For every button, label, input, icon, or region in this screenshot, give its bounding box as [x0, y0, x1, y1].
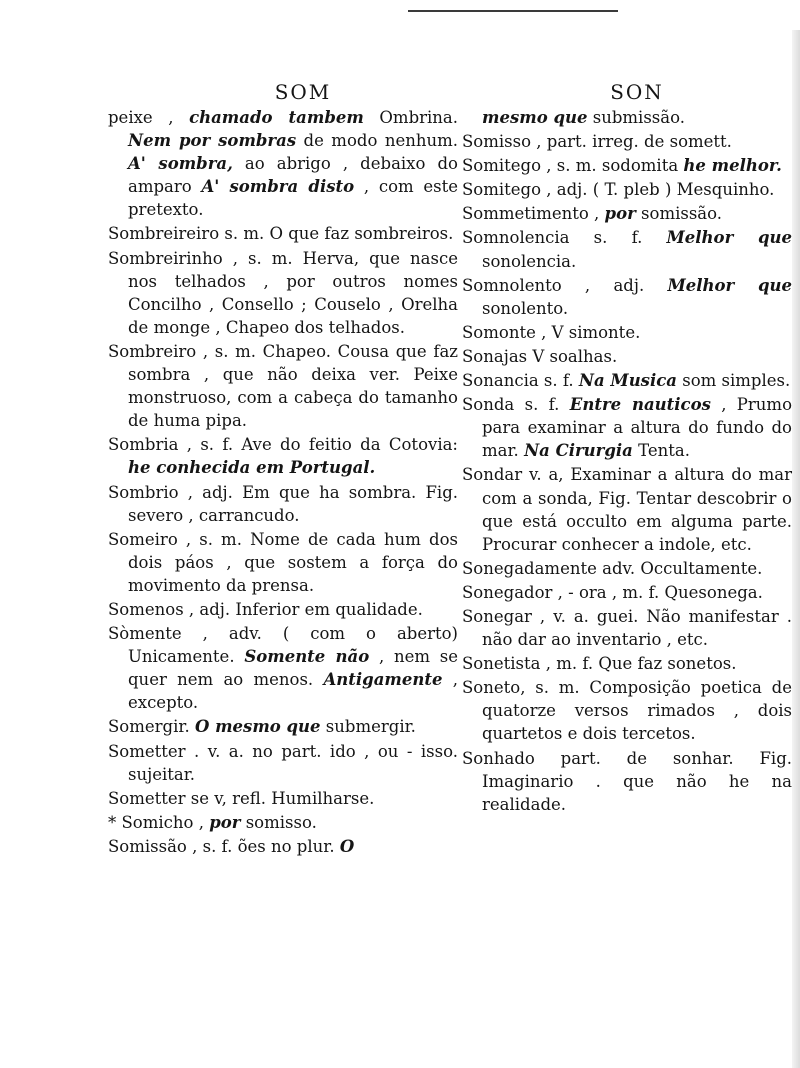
entry-text: Somisso , part. irreg. de somett. [462, 132, 732, 152]
dictionary-entry [108, 811, 458, 834]
entry-text: * Somicho , [108, 812, 210, 832]
entry-text: , nem se quer nem ao menos. [128, 647, 458, 690]
left-entries [108, 106, 458, 858]
entry-text: Sonhado part. de sonhar. Fig. Imaginario . que não he na realidade. [462, 748, 792, 814]
entry-text: sonolento. [482, 298, 569, 318]
dictionary-entry [108, 528, 458, 597]
entry-text: Sombria , s. f. Ave do feitio da Cotovia: [108, 435, 458, 455]
entry-text: Somnolencia s. f. [462, 228, 667, 248]
dictionary-entry [462, 178, 792, 201]
entry-italic-text: Melhor que [666, 228, 792, 248]
entry-text: Sometter . v. a. no part. ido , ou - isso. sujeitar. [108, 741, 458, 784]
dictionary-entry [108, 835, 458, 858]
dictionary-entry [462, 321, 792, 344]
entry-text: Soneto, s. m. Composição poetica de quatorze versos rimados , dois quartetos e dois tercetos. [462, 678, 792, 744]
dictionary-entry [462, 369, 792, 392]
entry-text: , com este pretexto. [128, 177, 458, 220]
entry-text: Sonegador , - ora , m. f. Quesonega. [462, 582, 763, 602]
dictionary-entry [462, 463, 792, 555]
entry-text: Sombreirinho , s. m. Herva, que nasce nos telhados , por outros nomes Concilho , Consello ; Couselo , Orelha de monge , Chapeo dos telhados. [108, 248, 458, 337]
entry-italic-text: chamado tambem [189, 108, 364, 127]
entry-text: submissão. [587, 108, 685, 127]
left-column [108, 80, 458, 859]
dictionary-entry [462, 226, 792, 272]
entry-text: Sonegadamente adv. Occultamente. [462, 558, 763, 578]
entry-italic-text: Na Cirurgia [524, 441, 633, 461]
entry-text: ao abrigo , debaixo do amparo [128, 154, 458, 197]
entry-text: submergir. [320, 717, 416, 737]
entry-text: Somitego , adj. ( T. pleb ) Mesquinho. [462, 180, 775, 200]
dictionary-entry [462, 393, 792, 462]
dictionary-entry [462, 652, 792, 675]
dictionary-entry [108, 222, 458, 245]
dictionary-entry [108, 247, 458, 339]
entry-text: som simples. [676, 371, 791, 391]
dictionary-entry [108, 481, 458, 527]
dictionary-entry [462, 605, 792, 651]
entry-italic-text: O mesmo que [194, 717, 321, 737]
entry-text: somissão. [635, 204, 723, 224]
dictionary-entry [462, 345, 792, 368]
top-rule [408, 10, 618, 12]
entry-text: Sonetista , m. f. Que faz sonetos. [462, 654, 737, 674]
entry-text: sonolencia. [482, 251, 577, 271]
right-column [462, 80, 792, 817]
entry-italic-text: Nem por sombras [128, 131, 297, 151]
entry-italic-text: O [339, 836, 355, 856]
dictionary-entry [462, 202, 792, 225]
entry-italic-text: mesmo que [482, 108, 588, 127]
entry-text: Sonajas V soalhas. [462, 346, 618, 366]
entry-text: Sombreireiro s. m. O que faz sombreiros. [108, 224, 454, 244]
dictionary-entry [462, 676, 792, 745]
left-running-head: SOM [274, 80, 332, 104]
entry-text: Sommetimento , [462, 204, 605, 224]
entry-italic-text: por [209, 812, 241, 832]
entry-text: Sonegar , v. a. guei. Não manifestar . não dar ao inventario , etc. [462, 606, 792, 650]
entry-italic-text: A' sombra disto [201, 177, 355, 197]
dictionary-entry [462, 747, 792, 816]
dictionary-entry [108, 787, 458, 810]
dictionary-entry [462, 130, 792, 153]
dictionary-entry [108, 340, 458, 432]
entry-italic-text: A' sombra, [128, 154, 233, 174]
entry-text: , excepto. [128, 670, 458, 713]
entry-text: Somitego , s. m. sodomita [462, 156, 684, 176]
entry-text: Sondar v. a, Examinar a altura do mar com a sonda, Fig. Tentar descobrir o que está occulto em alguma parte. Procurar conhecer a indole, etc. [462, 465, 792, 554]
entry-text: Sòmente , adv. ( com o aberto) Unicamente. [108, 624, 458, 667]
entry-text: Tenta. [632, 441, 690, 461]
entry-text: Sombrio , adj. Em que ha sombra. Fig. severo , carrancudo. [108, 482, 458, 525]
entry-text: somisso. [240, 812, 317, 832]
dictionary-entry [462, 154, 792, 177]
entry-text: Ombrina. [363, 108, 459, 127]
entry-italic-text: he conhecida em Portugal. [128, 458, 376, 478]
entry-text: Somnolento , adj. [462, 275, 668, 295]
entry-text: Sombreiro , s. m. Chapeo. Cousa que faz sombra , que não deixa ver. Peixe monstruoso, com a cabeça do tamanho de huma pipa. [108, 341, 458, 431]
entry-text: Someiro , s. m. Nome de cada hum dos dois páos , que sostem a força do movimento da prensa. [108, 529, 458, 595]
dictionary-entry [108, 433, 458, 479]
entry-text: peixe , [108, 108, 190, 127]
dictionary-entry [462, 581, 792, 604]
dictionary-entry [462, 557, 792, 580]
dictionary-entry [462, 274, 792, 320]
right-running-head: SON [610, 80, 664, 104]
page-edge-shadow [792, 30, 800, 1068]
entry-italic-text: Melhor que [667, 275, 792, 295]
entry-text: Sometter se v, refl. Humilharse. [108, 788, 375, 808]
entry-text: Somenos , adj. Inferior em qualidade. [108, 599, 423, 619]
entry-italic-text: he melhor. [683, 156, 782, 176]
entry-text: Sonancia s. f. [462, 371, 579, 391]
entry-italic-text: Entre nauticos [569, 395, 711, 415]
entry-text: , Prumo para examinar a altura do fundo do mar. [482, 395, 792, 461]
entry-text: Somissão , s. f. ões no plur. [108, 836, 340, 856]
entry-text: de modo nenhum. [296, 131, 458, 151]
dictionary-entry [108, 598, 458, 621]
entry-italic-text: Na Musica [578, 371, 677, 391]
dictionary-entry [108, 622, 458, 714]
entry-text: Sonda s. f. [462, 395, 570, 415]
dictionary-entry [108, 715, 458, 738]
dictionary-entry [108, 106, 458, 221]
entry-text: Somonte , V simonte. [462, 322, 641, 342]
dictionary-entry [108, 740, 458, 786]
entry-text: Somergir. [108, 717, 195, 737]
right-entries [462, 106, 792, 816]
entry-italic-text: por [604, 204, 636, 224]
entry-italic-text: Somente não [244, 647, 370, 667]
dictionary-entry [462, 106, 792, 129]
entry-italic-text: Antigamente [323, 670, 443, 690]
